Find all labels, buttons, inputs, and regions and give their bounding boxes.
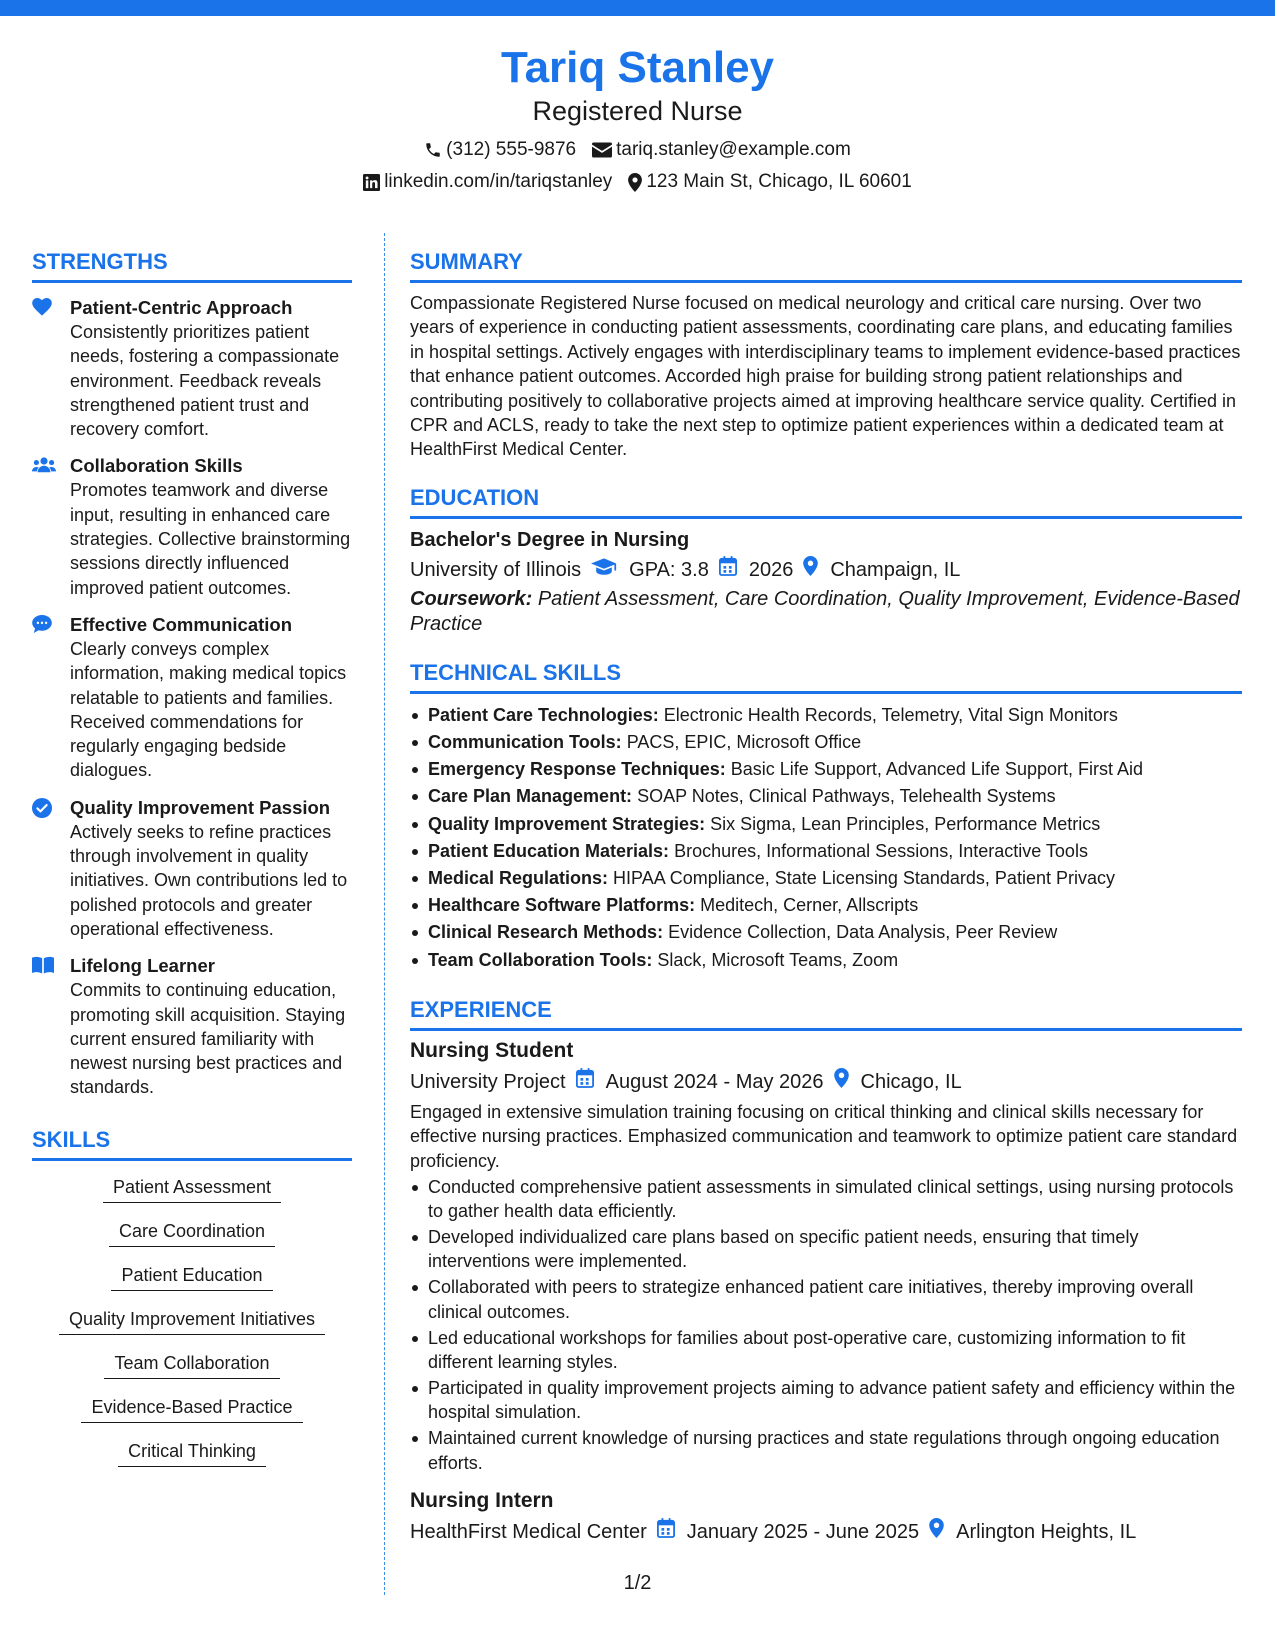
column-divider (384, 233, 385, 1595)
email-contact[interactable] (592, 138, 851, 162)
skill-item: Care Coordination (109, 1219, 275, 1247)
education-meta (410, 556, 1242, 584)
linkedin-icon (363, 174, 380, 191)
tech-skill-label: Patient Education Materials: (428, 840, 670, 861)
contact-row-1 (0, 138, 1275, 162)
skill-item: Critical Thinking (118, 1439, 266, 1467)
candidate-role: Registered Nurse (532, 96, 743, 126)
job-meta (410, 1518, 1242, 1546)
strength-item (32, 296, 352, 441)
technical-skills-heading: TECHNICAL SKILLS (410, 659, 1242, 694)
summary-heading: SUMMARY (410, 248, 1242, 283)
school-location: Champaign, IL (830, 558, 961, 581)
job-dates: August 2024 - May 2026 (605, 1070, 824, 1093)
strength-title: Effective Communication (70, 613, 293, 635)
calendar-icon (719, 556, 749, 584)
phone-text: (312) 555-9876 (446, 139, 577, 160)
strength-desc: Actively seeks to refine practices through involvement in quality initiatives. Own contributions led to polished protocols and greater operational effectiveness. (70, 821, 348, 939)
list-item (410, 947, 1242, 974)
skills-list (32, 1175, 352, 1483)
skill-item: Evidence-Based Practice (81, 1395, 302, 1423)
resume-header (0, 42, 1275, 194)
list-item (410, 783, 1242, 810)
list-item: Participated in quality improvement projects aiming to advance patient safety and efficiency within the hospital simulation. (410, 1376, 1242, 1425)
address-text: 123 Main St, Chicago, IL 60601 (646, 171, 912, 192)
tech-skill-value: Brochures, Informational Sessions, Interactive Tools (674, 840, 1088, 861)
job-title: Nursing Student (410, 1038, 574, 1062)
graduation-cap-icon (591, 556, 629, 584)
calendar-icon (657, 1518, 687, 1546)
map-pin-icon (929, 1518, 956, 1546)
coursework-label: Coursework: (410, 587, 533, 610)
book-icon (32, 954, 70, 1099)
skill-item: Quality Improvement Initiatives (59, 1307, 325, 1335)
tech-skill-value: Six Sigma, Lean Principles, Performance Metrics (710, 813, 1101, 834)
map-pin-icon (803, 556, 830, 584)
coursework-text: Patient Assessment, Care Coordination, Quality Improvement, Evidence-Based Practice (410, 587, 1240, 635)
list-item (410, 919, 1242, 946)
address-contact (628, 170, 911, 194)
experience-section (410, 996, 1242, 1546)
job-org: HealthFirst Medical Center (410, 1520, 647, 1543)
envelope-icon (592, 142, 612, 158)
strengths-section (32, 248, 352, 1100)
strength-item (32, 954, 352, 1099)
strength-desc: Commits to continuing education, promoting skill acquisition. Staying current ensured familiarity with newest nursing best practices and standards. (70, 980, 346, 1098)
tech-skill-label: Medical Regulations: (428, 868, 609, 889)
list-item (410, 702, 1242, 729)
job-org: University Project (410, 1070, 566, 1093)
linkedin-text[interactable]: linkedin.com/in/tariqstanley (384, 171, 613, 192)
strength-title: Lifelong Learner (70, 955, 215, 977)
tech-skill-value: Basic Life Support, Advanced Life Support, First Aid (730, 759, 1144, 780)
list-item: Developed individualized care plans based on specific patient needs, ensuring that timely interventions were implemented. (410, 1225, 1242, 1274)
list-item (410, 811, 1242, 838)
technical-skills-section (410, 659, 1242, 974)
list-item (410, 756, 1242, 783)
tech-skill-label: Care Plan Management: (428, 786, 633, 807)
left-column (32, 248, 352, 1483)
contact-row-2 (0, 170, 1275, 194)
list-item: Maintained current knowledge of nursing practices and state regulations through ongoing education efforts. (410, 1426, 1242, 1475)
school-name: University of Illinois (410, 558, 582, 581)
tech-skill-label: Patient Care Technologies: (428, 704, 659, 725)
skill-item: Team Collaboration (104, 1351, 279, 1379)
linkedin-contact[interactable] (363, 170, 612, 194)
users-icon (32, 454, 70, 599)
skill-item: Patient Assessment (103, 1175, 281, 1203)
education-heading: EDUCATION (410, 484, 1242, 519)
strengths-heading: STRENGTHS (32, 248, 352, 283)
tech-skill-value: SOAP Notes, Clinical Pathways, Telehealth Systems (637, 786, 1056, 807)
tech-skill-value: Evidence Collection, Data Analysis, Peer Review (668, 922, 1058, 943)
list-item: Led educational workshops for families about post-operative care, customizing information to fit different learning styles. (410, 1326, 1242, 1375)
tech-skill-value: PACS, EPIC, Microsoft Office (626, 732, 862, 753)
skill-item: Patient Education (111, 1263, 272, 1291)
job-description: Engaged in extensive simulation training focusing on critical thinking and clinical skills necessary for effective nursing practices. Emphasized communication and teamwork to optimize patient care standard proficiency. (410, 1101, 1238, 1171)
job-bullets (410, 1175, 1242, 1475)
strength-item (32, 796, 352, 941)
top-accent-bar (0, 0, 1275, 16)
page-number: 1/2 (623, 1572, 652, 1594)
job-location: Arlington Heights, IL (956, 1520, 1137, 1543)
tech-skill-label: Clinical Research Methods: (428, 922, 664, 943)
tech-skill-value: Meditech, Cerner, Allscripts (700, 895, 919, 916)
job-location: Chicago, IL (860, 1070, 962, 1093)
calendar-icon (576, 1068, 606, 1096)
strength-desc: Consistently prioritizes patient needs, fostering a compassionate environment. Feedback reveals strengthened patient trust and recovery comfort. (70, 322, 340, 440)
tech-skill-label: Quality Improvement Strategies: (428, 813, 706, 834)
summary-text: Compassionate Registered Nurse focused on medical neurology and critical care nursing. Over two years of experience in conducting patient assessments, coordinating care plans, and educating families in hospital settings. Actively engages with interdisciplinary teams to implement evidence-based practices that enhance patient outcomes. Accorded high praise for building strong patient relationships and contributing positively to collaborative projects aimed at improving healthcare service quality. Certified in CPR and ACLS, ready to take the next step to optimize patient experiences within a dedicated team at HealthFirst Medical Center. (410, 293, 1241, 460)
education-section (410, 484, 1242, 637)
summary-section (410, 248, 1242, 462)
degree-title: Bachelor's Degree in Nursing (410, 528, 690, 551)
strength-desc: Promotes teamwork and diverse input, resulting in enhanced care strategies. Collective brainstorming sessions directly influenced improved patient outcomes. (70, 480, 351, 598)
strength-title: Quality Improvement Passion (70, 796, 331, 818)
tech-skill-label: Communication Tools: (428, 732, 622, 753)
skills-section (32, 1126, 352, 1483)
comment-icon (32, 613, 70, 783)
heart-icon (32, 296, 70, 441)
map-pin-icon (834, 1068, 861, 1096)
strength-item (32, 454, 352, 599)
job-entry (410, 1037, 1242, 1475)
phone-contact (424, 138, 576, 162)
list-item (410, 729, 1242, 756)
job-meta (410, 1068, 1242, 1096)
list-item (410, 838, 1242, 865)
job-title: Nursing Intern (410, 1488, 554, 1512)
tech-skill-value: Electronic Health Records, Telemetry, Vital Sign Monitors (663, 704, 1118, 725)
email-text[interactable]: tariq.stanley@example.com (616, 139, 851, 160)
strength-item (32, 613, 352, 783)
experience-heading: EXPERIENCE (410, 996, 1242, 1031)
job-dates: January 2025 - June 2025 (686, 1520, 920, 1543)
list-item (410, 892, 1242, 919)
strength-title: Patient-Centric Approach (70, 297, 293, 318)
coursework (410, 587, 1242, 637)
right-column (410, 248, 1242, 1546)
skills-heading: SKILLS (32, 1126, 352, 1161)
phone-icon (424, 141, 442, 159)
list-item: Conducted comprehensive patient assessments in simulated clinical settings, using nursing protocols to gather health data efficiently. (410, 1175, 1242, 1224)
tech-skill-value: HIPAA Compliance, State Licensing Standards, Patient Privacy (613, 868, 1115, 889)
candidate-name: Tariq Stanley (500, 43, 775, 92)
tech-skill-value: Slack, Microsoft Teams, Zoom (657, 949, 899, 970)
strength-desc: Clearly conveys complex information, making medical topics relatable to patients and families. Received commendations for regularly engaging bedside dialogues. (70, 638, 347, 781)
graduation-year: 2026 (748, 558, 794, 581)
tech-skill-label: Emergency Response Techniques: (428, 759, 726, 780)
list-item: Collaborated with peers to strategize enhanced patient care initiatives, thereby improving overall clinical outcomes. (410, 1275, 1242, 1324)
map-pin-icon (628, 173, 642, 192)
gpa-text: GPA: 3.8 (629, 558, 709, 581)
tech-skill-label: Healthcare Software Platforms: (428, 895, 696, 916)
tech-skill-label: Team Collaboration Tools: (428, 949, 653, 970)
list-item (410, 865, 1242, 892)
check-badge-icon (32, 796, 70, 941)
job-entry (410, 1487, 1242, 1546)
strength-title: Collaboration Skills (70, 455, 243, 477)
technical-skills-list (410, 702, 1242, 974)
